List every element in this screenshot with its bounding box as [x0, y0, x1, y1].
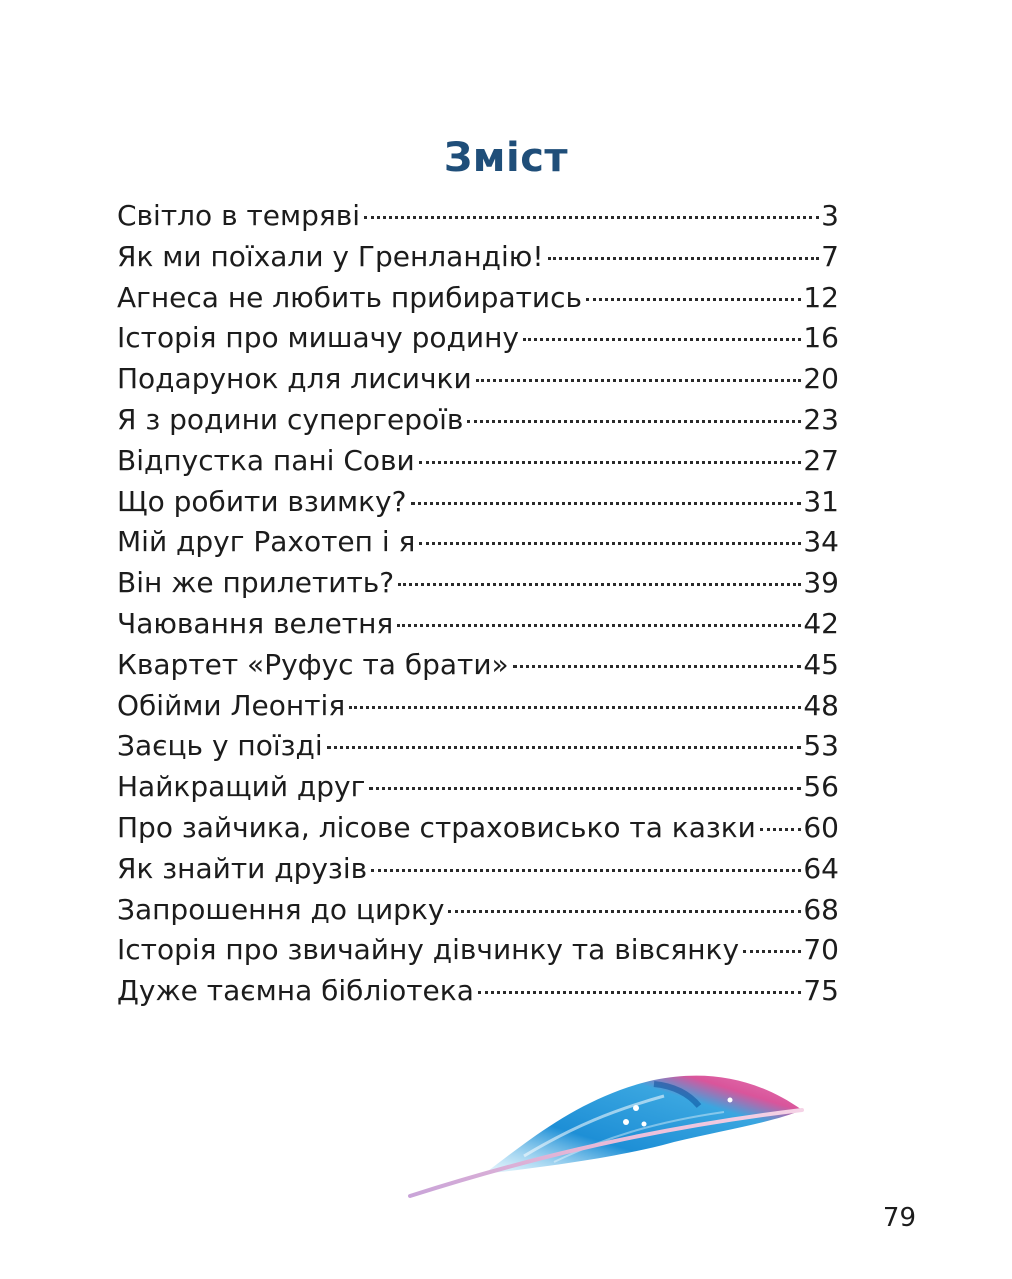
toc-entry — [117, 196, 839, 237]
toc-entry-page: 39 — [803, 566, 839, 600]
toc-entry — [117, 563, 839, 604]
dotted-leader — [523, 338, 801, 341]
dotted-leader — [478, 991, 802, 994]
toc-entry-page: 53 — [803, 729, 839, 763]
dotted-leader — [364, 216, 819, 219]
toc-entry-title: Що робити взимку? — [117, 484, 407, 518]
toc-entry-page: 27 — [803, 443, 839, 477]
dotted-leader — [327, 746, 802, 749]
toc-entry — [117, 726, 839, 767]
toc-entry-title: Квартет «Руфус та брати» — [117, 647, 509, 681]
dotted-leader — [349, 706, 801, 709]
toc-entry-title: Запрошення до цирку — [117, 892, 445, 926]
dotted-leader — [371, 869, 801, 872]
toc-entry — [117, 318, 839, 359]
toc-entry — [117, 849, 839, 890]
toc-entry — [117, 767, 839, 808]
toc-entry-title: Історія про мишачу родину — [117, 321, 519, 355]
toc-entry — [117, 522, 839, 563]
toc-entry-page: 23 — [803, 402, 839, 436]
dotted-leader — [760, 828, 802, 831]
toc-entry-title: Як знайти друзів — [117, 851, 368, 885]
feather-icon — [404, 1066, 812, 1202]
toc-entry-page: 48 — [803, 688, 839, 722]
dotted-leader — [513, 665, 802, 668]
toc-entry-title: Про зайчика, лісове страховисько та казки — [117, 810, 756, 844]
toc-entry — [117, 237, 839, 278]
page-number: 79 — [882, 1203, 916, 1233]
dotted-leader — [548, 257, 820, 260]
dotted-leader — [419, 461, 802, 464]
toc-entry-page: 45 — [803, 647, 839, 681]
toc-entry — [117, 359, 839, 400]
toc-entry-title: Дуже таємна бібліотека — [117, 974, 474, 1008]
toc-entry-title: Найкращий друг — [117, 770, 366, 804]
toc-entry-page: 12 — [803, 280, 839, 314]
toc-entry-title: Як ми поїхали у Гренландію! — [117, 239, 544, 273]
toc-entry — [117, 441, 839, 482]
toc-entry-title: Відпустка пані Сови — [117, 443, 415, 477]
toc-entry — [117, 971, 839, 1012]
toc-entry — [117, 930, 839, 971]
toc-entry-page: 20 — [803, 362, 839, 396]
toc-entry — [117, 604, 839, 645]
toc-entry-title: Заєць у поїзді — [117, 729, 323, 763]
toc-entry-page: 64 — [803, 851, 839, 885]
dotted-leader — [476, 379, 802, 382]
toc-entry-page: 16 — [803, 321, 839, 355]
toc-entry-page: 42 — [803, 606, 839, 640]
toc-entry-page: 60 — [803, 810, 839, 844]
toc-entry — [117, 400, 839, 441]
dotted-leader — [448, 910, 801, 913]
table-of-contents — [117, 196, 839, 1012]
toc-entry-page: 70 — [803, 933, 839, 967]
toc-entry-page: 56 — [803, 770, 839, 804]
dotted-leader — [743, 950, 801, 953]
toc-entry-title: Мій друг Рахотеп і я — [117, 525, 416, 559]
toc-entry-page: 68 — [803, 892, 839, 926]
toc-entry-page: 75 — [803, 974, 839, 1008]
toc-entry-title: Чаювання велетня — [117, 606, 394, 640]
dotted-leader — [369, 787, 801, 790]
toc-entry — [117, 890, 839, 931]
dotted-leader — [397, 624, 801, 627]
toc-entry-title: Подарунок для лисички — [117, 362, 472, 396]
toc-entry — [117, 645, 839, 686]
toc-entry — [117, 808, 839, 849]
toc-entry-title: Історія про звичайну дівчинку та вівсянку — [117, 933, 740, 967]
toc-entry-title: Обійми Леонтія — [117, 688, 346, 722]
toc-entry-title: Я з родини супергероїв — [117, 402, 464, 436]
toc-entry-page: 31 — [803, 484, 839, 518]
toc-entry-title: Світло в темряві — [117, 199, 361, 232]
toc-entry — [117, 686, 839, 727]
toc-entry-page: 3 — [821, 199, 839, 232]
dotted-leader — [586, 298, 801, 301]
dotted-leader — [398, 583, 801, 586]
dotted-leader — [467, 420, 801, 423]
toc-entry-title: Агнеса не любить прибиратись — [117, 280, 583, 314]
toc-entry-title: Він же прилетить? — [117, 566, 395, 600]
toc-entry — [117, 482, 839, 523]
toc-entry — [117, 278, 839, 319]
page-title: Зміст — [443, 134, 569, 181]
dotted-leader — [411, 502, 802, 505]
toc-entry-page: 7 — [821, 239, 839, 273]
toc-entry-page: 34 — [803, 525, 839, 559]
dotted-leader — [419, 542, 801, 545]
